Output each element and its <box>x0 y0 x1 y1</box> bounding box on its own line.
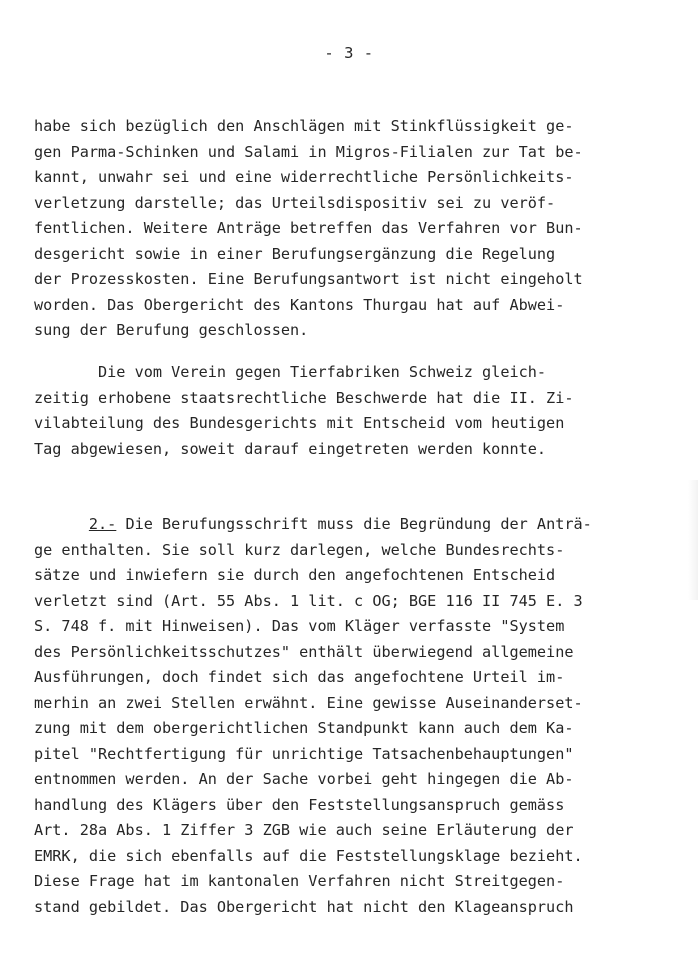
paragraph-3 <box>34 512 674 920</box>
text-line: zeitig erhobene staatsrechtliche Beschwerde hat die II. Zi- <box>34 388 574 407</box>
text-line: desgericht sowie in einer Berufungsergänzung die Regelung <box>34 244 556 263</box>
text-line: Art. 28a Abs. 1 Ziffer 3 ZGB wie auch seine Erläuterung der <box>34 821 574 839</box>
text-line: Ausführungen, doch findet sich das angefochtene Urteil im- <box>34 668 565 686</box>
text-line: kannt, unwahr sei und eine widerrechtliche Persönlichkeits- <box>34 168 574 186</box>
text-line: Tag abgewiesen, soweit darauf eingetreten werden konnte. <box>34 439 547 458</box>
text-line: entnommen werden. An der Sache vorbei geht hingegen die Ab- <box>34 770 574 788</box>
text-line: sätze und inwiefern sie durch den angefochtenen Entscheid <box>34 566 556 584</box>
text-line: Diese Frage hat im kantonalen Verfahren nicht Streitgegen- <box>34 872 565 890</box>
text-line: handlung des Klägers über den Feststellungsanspruch gemäss <box>34 795 565 814</box>
text-line: stand gebildet. Das Obergericht hat nicht den Klageanspruch <box>34 897 574 916</box>
first-line-text: Die Berufungsschrift muss die Begründung der Anträ- <box>116 515 592 533</box>
text-line: verletzung darstelle; das Urteilsdispositiv sei zu veröf- <box>34 193 556 212</box>
text-line: merhin an zwei Stellen erwähnt. Eine gewisse Auseinanderset- <box>34 693 583 712</box>
text-line: gen Parma-Schinken und Salami in Migros-Filialen zur Tat be- <box>34 142 583 161</box>
text-line: der Prozesskosten. Eine Berufungsantwort ist nicht eingeholt <box>34 270 583 288</box>
text-line: des Persönlichkeitsschutzes" enthält überwiegend allgemeine <box>34 642 574 661</box>
page-number: - 3 - <box>324 44 374 62</box>
section-number: 2.- <box>88 515 117 533</box>
text-line: sung der Berufung geschlossen. <box>34 321 309 339</box>
text-line: ge enthalten. Sie soll kurz darlegen, welche Bundesrechts- <box>34 540 565 559</box>
text-line: pitel "Rechtfertigung für unrichtige Tatsachenbehauptungen" <box>34 744 574 763</box>
text-line: Die vom Verein gegen Tierfabriken Schweiz gleich- <box>34 363 547 381</box>
paragraph-1 <box>34 114 674 344</box>
text-line: EMRK, die sich ebenfalls auf die Feststellungsklage bezieht. <box>34 846 583 865</box>
text-line: zung mit dem obergerichtlichen Standpunkt kann auch dem Ka- <box>34 719 574 737</box>
text-line: worden. Das Obergericht des Kantons Thurgau hat auf Abwei- <box>34 295 565 314</box>
text-line-first <box>34 512 674 538</box>
text-line: verletzt sind (Art. 55 Abs. 1 lit. c OG; BGE 116 II 745 E. 3 <box>34 591 583 610</box>
scan-edge-shadow <box>688 480 698 600</box>
text-line: fentlichen. Weitere Anträge betreffen das Verfahren vor Bun- <box>34 219 583 237</box>
text-line: vilabteilung des Bundesgerichts mit Entscheid vom heutigen <box>34 414 565 432</box>
text-line: S. 748 f. mit Hinweisen). Das vom Kläger verfasste "System <box>34 617 565 635</box>
text-line: habe sich bezüglich den Anschlägen mit Stinkflüssigkeit ge- <box>34 117 574 135</box>
paragraph-2 <box>34 360 674 462</box>
